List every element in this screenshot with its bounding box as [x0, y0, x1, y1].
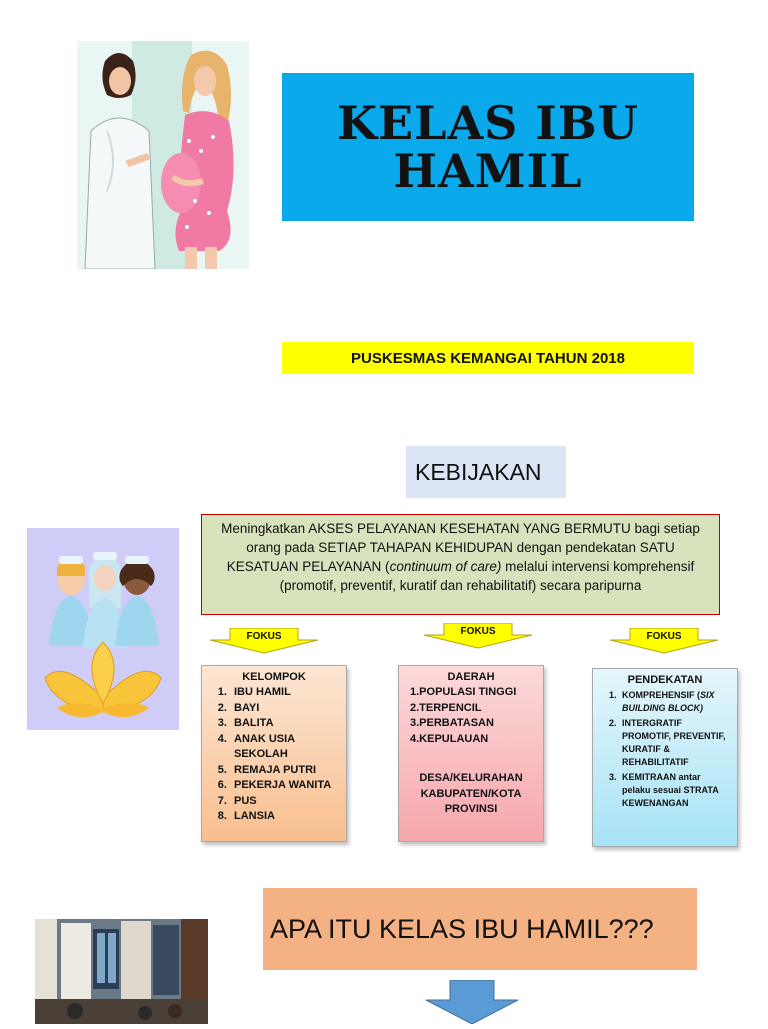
- fokus-arrow-daerah: [422, 623, 534, 649]
- kelompok-card: [201, 665, 347, 842]
- level-item: KABUPATEN/KOTA: [420, 787, 522, 800]
- nurses-illustration: [27, 528, 179, 730]
- pendekatan-item1-italic: SIX BUILDING BLOCK): [622, 690, 715, 713]
- pendekatan-item1-text: KOMPREHENSIF (: [622, 690, 701, 700]
- list-item: 3. KEMITRAAN antar pelaku sesuai STRATA KEWENANGAN: [619, 771, 731, 810]
- daerah-list: [405, 685, 537, 747]
- kebijakan-heading: [406, 446, 566, 498]
- list-item: 8. LANSIA: [230, 809, 340, 825]
- list-item: [619, 689, 731, 715]
- page-title: [308, 95, 668, 198]
- title-line-1: KELAS IBU: [337, 95, 639, 150]
- pendekatan-title: PENDEKATAN: [627, 674, 703, 686]
- fokus-label: FOKUS: [646, 631, 682, 642]
- list-item: 4. ANAK USIA SEKOLAH: [230, 732, 340, 763]
- list-item: 2. BAYI: [230, 701, 340, 717]
- question-banner: [263, 888, 697, 970]
- list-item: 1.POPULASI TINGGI: [410, 686, 517, 698]
- list-item: 4.KEPULAUAN: [410, 732, 489, 745]
- title-banner: [282, 73, 694, 221]
- level-item: PROVINSI: [444, 803, 498, 815]
- pendekatan-list: [599, 689, 731, 810]
- list-item: 5. REMAJA PUTRI: [230, 763, 340, 779]
- list-item: 3. BALITA: [230, 716, 340, 732]
- policy-text-part2: melalui intervensi komprehensif (promotif, preventif, kuratif dan rehabilitatif) secara paripurna: [279, 558, 695, 593]
- fokus-arrow-kelompok: [208, 628, 320, 654]
- fokus-label: FOKUS: [460, 626, 496, 637]
- list-item: 2. INTERGRATIF PROMOTIF, PREVENTIF, KURATIF & REHABILITATIF: [619, 717, 731, 769]
- question-text: APA ITU KELAS IBU HAMIL???: [270, 913, 654, 944]
- policy-text-italic: continuum of care): [389, 558, 502, 574]
- down-arrow-icon: [424, 980, 520, 1024]
- daerah-card: [398, 665, 544, 842]
- subtitle-banner: [282, 342, 694, 374]
- daerah-title: DAERAH: [447, 671, 495, 683]
- fokus-label: FOKUS: [246, 631, 282, 642]
- list-item: 3.PERBATASAN: [410, 717, 494, 729]
- kebijakan-text: KEBIJAKAN: [415, 458, 542, 485]
- pendekatan-card: [592, 668, 738, 847]
- list-item: 1. IBU HAMIL: [230, 685, 340, 701]
- list-item: 6. PEKERJA WANITA: [230, 778, 340, 794]
- title-line-2: HAMIL: [393, 144, 583, 198]
- list-item: 2.TERPENCIL: [410, 701, 482, 714]
- level-item: DESA/KELURAHAN: [419, 772, 523, 784]
- kelompok-list: [208, 685, 340, 825]
- policy-text-part1: Meningkatkan AKSES PELAYANAN KESEHATAN YANG BERMUTU bagi setiap orang pada SETIAP TAHAPAN KEHIDUPAN dengan pendekatan SATU KESATUAN PELAYANAN (: [221, 521, 700, 574]
- doctor-pregnant-woman-illustration: [77, 41, 249, 269]
- subtitle-text: PUSKESMAS KEMANGAI TAHUN 2018: [351, 349, 625, 367]
- classroom-photo: [35, 919, 208, 1024]
- policy-statement: [201, 514, 720, 615]
- kelompok-title: KELOMPOK: [242, 671, 306, 683]
- daerah-levels: [405, 771, 537, 818]
- list-item: 7. PUS: [230, 794, 340, 810]
- fokus-arrow-pendekatan: [608, 628, 720, 654]
